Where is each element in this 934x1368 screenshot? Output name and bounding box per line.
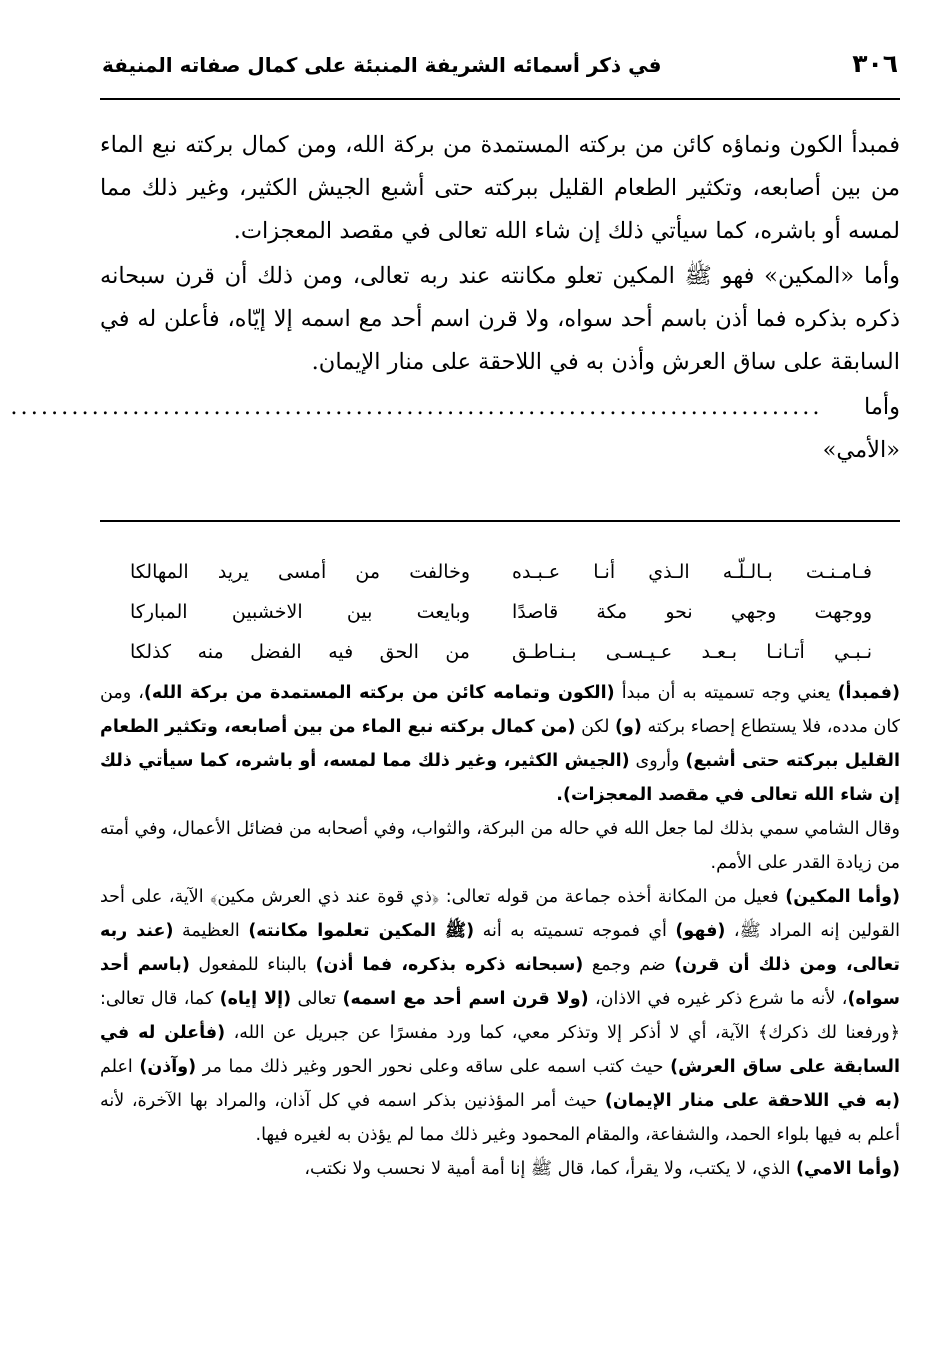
- page-header: [100, 46, 900, 86]
- quoted-text: (ولا قرن اسم أحد مع اسمه): [342, 989, 589, 1009]
- poem-verse: [130, 552, 872, 592]
- footnote-separator: [100, 520, 900, 522]
- quoted-text: (و): [615, 717, 642, 737]
- verse-first-hemistich: نـبـي أتـانـا بـعـد عـيـسـى بـنـاطـق: [512, 641, 872, 663]
- main-paragraph: وأما «الأمي»: [822, 394, 900, 463]
- verse-first-hemistich: ووجهت وجهي نحو مكة قاصدًا: [512, 601, 872, 623]
- quoted-text: (وأما الامي): [796, 1159, 900, 1179]
- quoted-text: (عند ربه تعالى، ومن ذلك أن قرن): [100, 921, 900, 975]
- commentary-text: بالبناء للمفعول: [189, 955, 316, 975]
- quoted-text: (من كمال بركته نبع الماء من بين أصابعه، وتكثير الطعام القليل ببركته حتى أشبع): [100, 717, 900, 771]
- page-number: ٣٠٦: [852, 49, 898, 78]
- poem: [130, 552, 872, 672]
- book-page: [10, 0, 901, 1368]
- commentary-text: فعيل من المكانة أخذه جماعة من قوله تعالى: ﴿ذي قوة عند ذي العرش مكين﴾ الآية، على أحد القولين إنه المراد ﷺ،: [100, 887, 900, 941]
- ellipsis-dots: ................................................................................: [10, 394, 823, 420]
- poem-verse: [130, 632, 872, 672]
- commentary-text: ، ومن كان مدده، فلا يستطاع إحصاء بركته: [100, 683, 901, 737]
- commentary-paragraph: [100, 1152, 900, 1186]
- commentary-text: يعني وجه تسميته به أن مبدأ: [614, 683, 838, 703]
- commentary-text: تعالى: [291, 989, 343, 1009]
- main-paragraph: وأما «المكين» فهو ﷺ المكين تعلو مكانته عند ربه تعالى، ومن ذلك أن قرن سبحانه ذكره بذكره فما أذن باسم أحد سواه، ولا قرن اسم أحد مع اسمه إلا إيّاه، فأعلن له في السابقة على ساق العرش وأذن به في اللاحقة على منار الإيمان.: [100, 263, 900, 375]
- verse-second-hemistich: وخالفت من أمسى يريد المهالكا: [130, 561, 470, 583]
- commentary-text: ، لأنه ما شرع ذكر غيره في الاذان،: [588, 989, 848, 1009]
- commentary-text: حيث كتب اسمه على ساقه وعلى نحور الحور وغير ذلك مما مر: [196, 1057, 671, 1077]
- commentary-text: العظيمة: [173, 921, 249, 941]
- commentary-text: اعلم: [100, 1057, 140, 1077]
- poem-verse: [130, 592, 872, 632]
- verse-second-hemistich: وبايعت بين الاخشبين المباركا: [130, 601, 470, 623]
- commentary-text: أي فموجه تسميته به أنه: [474, 921, 676, 941]
- commentary-text: ضم وجمع: [583, 955, 675, 975]
- quoted-text: (به في اللاحقة على منار الإيمان): [604, 1091, 900, 1111]
- commentary-text: كما، قال تعالى: ﴿ورفعنا لك ذكرك﴾ الآية، أي لا أذكر إلا وتذكر معي، كما ورد مفسرًا عن جبريل عن الله،: [100, 989, 900, 1043]
- quoted-text: (فأعلن له في السابقة على ساق العرش): [100, 1023, 900, 1077]
- commentary-text: وأروى: [629, 751, 686, 771]
- quoted-text: (وأما المكين): [785, 887, 900, 907]
- quoted-text: (فمبدأ): [837, 683, 901, 703]
- quoted-text: (باسم أحد سواه): [100, 955, 900, 1009]
- commentary-text: لكن: [575, 717, 616, 737]
- commentary-paragraph: [100, 676, 900, 812]
- commentary-text: حيث أمر المؤذنين بذكر اسمه في كل آذان، والمراد بها الآخرة، لأنه أعلم به فيها بلواء الحمد، والشفاعة، والمقام المحمود وغير ذلك مما لم يؤذن به لغيره فيها.: [100, 1091, 900, 1145]
- quoted-text: (فهو): [675, 921, 726, 941]
- continuation-line: [10, 386, 900, 472]
- commentary-paragraph: وقال الشامي سمي بذلك لما جعل الله في حاله من البركة، والثواب، وفي أصحابه من فضائل الأعمال، وفي أمته من زيادة القدر على الأمم.: [100, 819, 900, 873]
- quoted-text: (ﷺ المكين تعلموا مكانته): [248, 921, 475, 941]
- quoted-text: (الكون وتمامه كائن من بركته المستمدة من بركة الله): [143, 683, 615, 703]
- quoted-text: (الجيش الكثير، وغير ذلك مما لمسه، أو باشره، كما سيأتي ذلك إن شاء الله تعالى في مقصد المعجزات).: [100, 751, 900, 805]
- main-text: [10, 124, 900, 472]
- header-rule: [100, 98, 900, 100]
- verse-first-hemistich: فـامـنـت بـالـلّـه الـذي أنـا عـبـده: [512, 561, 872, 583]
- quoted-text: (إلا إياه): [219, 989, 292, 1009]
- quoted-text: (سبحانه ذكره بذكره، فما أذن): [315, 955, 584, 975]
- quoted-text: (وآذن): [139, 1057, 197, 1077]
- main-paragraph: فمبدأ الكون ونماؤه كائن من بركته المستمدة من بركة الله، ومن كمال بركته نبع الماء من بين أصابعه، وتكثير الطعام القليل ببركته حتى أشبع الجيش الكثير، وغير ذلك مما لمسه أو باشره، كما سيأتي ذلك إن شاء الله تعالى في مقصد المعجزات.: [100, 132, 900, 244]
- running-title: في ذكر أسمائه الشريفة المنبئة على كمال صفاته المنيفة: [102, 53, 662, 77]
- commentary: [100, 676, 900, 1186]
- commentary-paragraph: [100, 880, 900, 1152]
- commentary-text: الذي، لا يكتب، ولا يقرأ، كما، قال ﷺ إنا أمة أمية لا نحسب ولا نكتب،: [304, 1159, 797, 1179]
- verse-second-hemistich: من الحق فيه الفضل منه كذلكا: [130, 641, 470, 663]
